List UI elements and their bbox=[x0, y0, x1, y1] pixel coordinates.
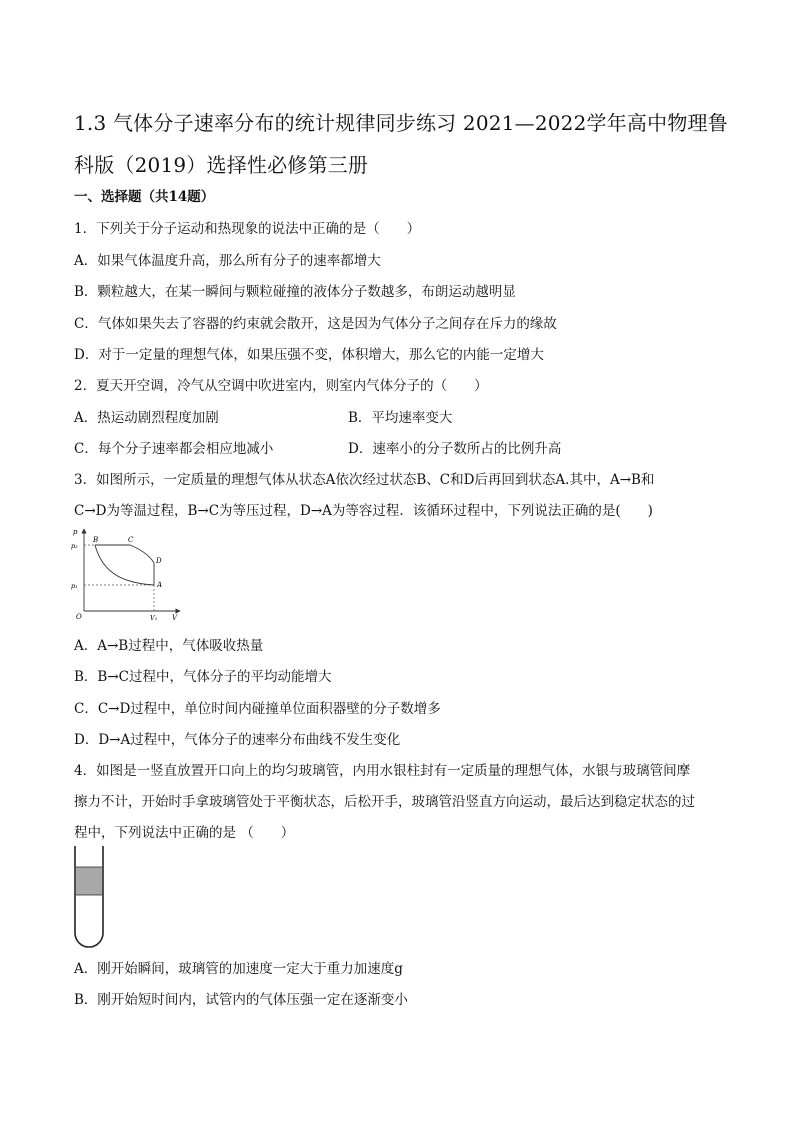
question-2-option-a: A．热运动剧烈程度加剧 bbox=[74, 410, 219, 426]
question-1-option-a: A．如果气体温度升高，那么所有分子的速率都增大 bbox=[74, 253, 381, 269]
mercury-column bbox=[76, 867, 102, 895]
question-3-option-b: B．B→C过程中，气体分子的平均动能增大 bbox=[74, 669, 332, 685]
document-title: 1.3 气体分子速率分布的统计规律同步练习 2021—2022学年高中物理鲁科版（2019）选择性必修第三册 bbox=[74, 111, 728, 177]
label-v1: V₁ bbox=[150, 614, 158, 622]
question-4-option-b: B．刚开始短时间内，试管内的气体压强一定在逐渐变小 bbox=[74, 992, 408, 1008]
label-c: C bbox=[128, 536, 134, 544]
question-3-option-c: C．C→D过程中，单位时间内碰撞单位面积器壁的分子数增多 bbox=[74, 701, 441, 717]
cd-isotherm bbox=[130, 545, 154, 563]
ab-isotherm bbox=[95, 545, 154, 585]
question-1-option-d: D．对于一定量的理想气体，如果压强不变，体积增大，那么它的内能一定增大 bbox=[74, 347, 544, 363]
question-1-option-c: C．气体如果失去了容器的约束就会散开，这是因为气体分子之间存在斥力的缘故 bbox=[74, 316, 557, 332]
glass-tube bbox=[75, 846, 103, 947]
label-p1: p₁ bbox=[71, 582, 78, 590]
question-4-stem-line-1: 4．如图是一竖直放置开口向上的均匀玻璃管，内用水银柱封有一定质量的理想气体，水银与玻璃管间摩 bbox=[74, 763, 691, 779]
label-p2: p₂ bbox=[71, 542, 78, 550]
question-1-option-b: B．颗粒越大，在某一瞬间与颗粒碰撞的液体分子数越多，布朗运动越明显 bbox=[74, 284, 516, 300]
pv-cycle-diagram bbox=[70, 527, 185, 622]
glass-tube-diagram bbox=[70, 845, 110, 950]
section-heading: 一、选择题（共14题） bbox=[74, 189, 215, 205]
question-3-stem-line-1: 3．如图所示，一定质量的理想气体从状态A依次经过状态B、C和D后再回到状态A.其中，A→B和 bbox=[74, 472, 655, 488]
question-2-option-d: D．速率小的分子数所占的比例升高 bbox=[348, 441, 562, 457]
question-2-option-c: C．每个分子速率都会相应地减小 bbox=[74, 441, 274, 457]
label-d: D bbox=[156, 557, 162, 565]
question-4-stem-line-2: 擦力不计，开始时手拿玻璃管处于平衡状态，后松开手，玻璃管沿竖直方向运动，最后达到稳定状态的过 bbox=[74, 794, 695, 810]
label-v: V bbox=[172, 614, 178, 622]
label-b: B bbox=[93, 536, 99, 544]
label-origin: O bbox=[76, 613, 82, 621]
label-p: p bbox=[73, 528, 78, 536]
question-2-stem: 2．夏天开空调，冷气从空调中吹进室内，则室内气体分子的（ ） bbox=[74, 378, 488, 394]
question-3-option-d: D．D→A过程中，气体分子的速率分布曲线不发生变化 bbox=[74, 732, 401, 748]
question-4-option-a: A．刚开始瞬间，玻璃管的加速度一定大于重力加速度g bbox=[74, 961, 403, 977]
question-2-option-b: B．平均速率变大 bbox=[348, 410, 453, 426]
question-3-option-a: A．A→B过程中，气体吸收热量 bbox=[74, 638, 264, 654]
question-1-stem: 1．下列关于分子运动和热现象的说法中正确的是（ ） bbox=[74, 221, 421, 237]
question-4-stem-line-3: 程中，下列说法中正确的是 （ ） bbox=[74, 825, 295, 841]
question-3-stem-line-2: C→D为等温过程，B→C为等压过程，D→A为等容过程．该循环过程中，下列说法正确的是( ) bbox=[74, 503, 653, 519]
label-a: A bbox=[157, 581, 163, 589]
